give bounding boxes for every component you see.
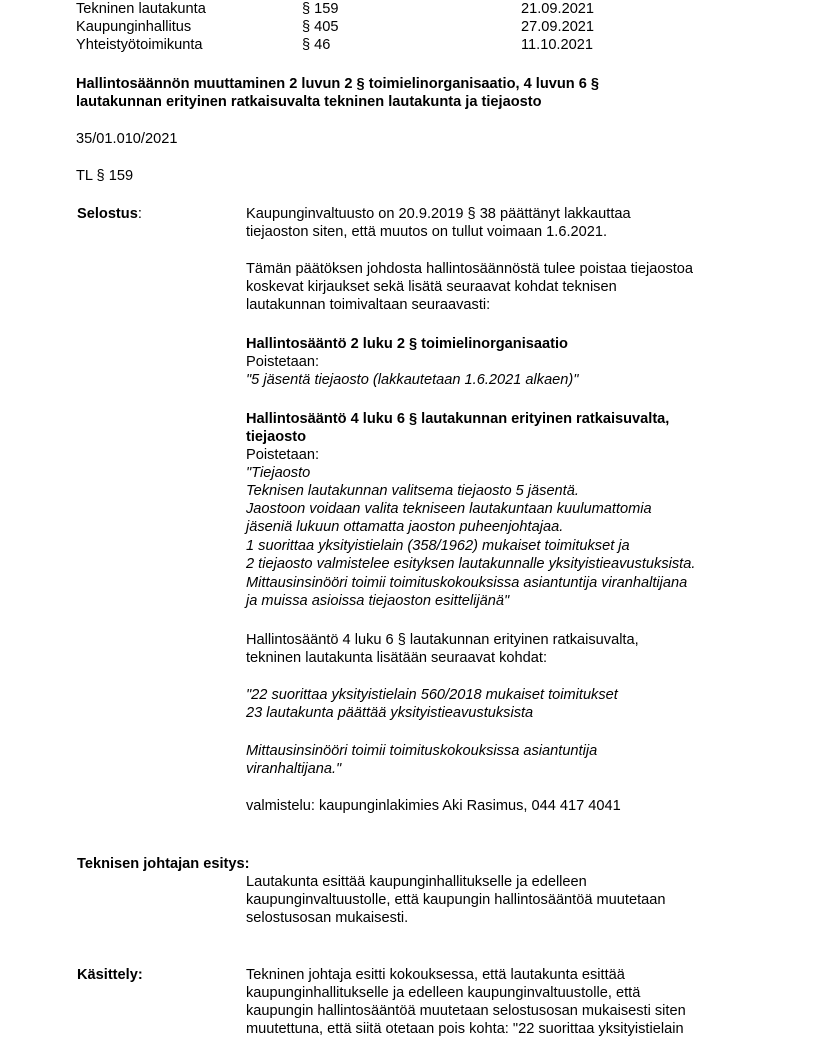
header-body-3: Yhteistyötoimikunta <box>76 37 203 53</box>
selostus-p2-line-3: lautakunnan toimivaltaan seuraavasti: <box>246 297 491 313</box>
kasittely-line-3: kaupungin hallintosääntöä muutetaan selostusosan mukaisesti siten <box>246 1003 686 1019</box>
section2-quote-line-3: Jaostoon voidaan valita tekniseen lautakuntaan kuulumattomia <box>246 501 652 517</box>
section2-quote-line-5: 1 suorittaa yksityistielain (358/1962) mukaiset toimitukset ja <box>246 538 630 554</box>
section2-heading-line-2: tiejaosto <box>246 429 307 445</box>
header-section-2: § 405 <box>302 19 339 35</box>
section1-quote: "5 jäsentä tiejaosto (lakkautetaan 1.6.2021 alkaen)" <box>246 372 579 388</box>
kasittely-line-4: muutettuna, että siitä otetaan pois kohta: "22 suorittaa yksityistielain <box>246 1021 684 1037</box>
esitys-line-1: Lautakunta esittää kaupunginhallitukselle ja edelleen <box>246 874 587 890</box>
added-items-line-1: "22 suorittaa yksityistielain 560/2018 mukaiset toimitukset <box>246 687 618 703</box>
selostus-p3-line-2: tekninen lautakunta lisätään seuraavat kohdat: <box>246 650 548 666</box>
added-items-line-2: 23 lautakunta päättää yksityistieavustuksista <box>246 705 534 721</box>
record-number: 35/01.010/2021 <box>76 131 178 147</box>
section1-removed-label: Poistetaan: <box>246 354 320 370</box>
document-title-line-2: lautakunnan erityinen ratkaisuvalta tekninen lautakunta ja tiejaosto <box>76 94 542 110</box>
header-date-1: 21.09.2021 <box>521 1 595 17</box>
added-note-line-1: Mittausinsinööri toimii toimituskokouksissa asiantuntija <box>246 743 598 759</box>
added-note-line-2: viranhaltijana." <box>246 761 342 777</box>
section2-heading-line-1: Hallintosääntö 4 luku 6 § lautakunnan erityinen ratkaisuvalta, <box>246 411 670 427</box>
section2-quote-line-6: 2 tiejaosto valmistelee esityksen lautakunnalle yksityistieavustuksista. <box>246 556 696 572</box>
header-body-2: Kaupunginhallitus <box>76 19 192 35</box>
header-body-1: Tekninen lautakunta <box>76 1 206 17</box>
kasittely-label: Käsittely: <box>77 967 143 983</box>
section2-quote-line-7: Mittausinsinööri toimii toimituskokouksissa asiantuntija viranhaltijana <box>246 575 688 591</box>
section2-quote-line-4: jäseniä lukuun ottamatta jaoston puheenjohtajaa. <box>246 519 564 535</box>
selostus-p2-line-2: koskevat kirjaukset sekä lisätä seuraavat kohdat teknisen <box>246 279 617 295</box>
kasittely-line-1: Tekninen johtaja esitti kokouksessa, että lautakunta esittää <box>246 967 625 983</box>
selostus-label: Selostus: <box>77 206 142 222</box>
section2-quote-line-2: Teknisen lautakunnan valitsema tiejaosto 5 jäsentä. <box>246 483 579 499</box>
selostus-p2-line-1: Tämän päätöksen johdosta hallintosäännöstä tulee poistaa tiejaostoa <box>246 261 694 277</box>
header-date-2: 27.09.2021 <box>521 19 595 35</box>
selostus-p3-line-1: Hallintosääntö 4 luku 6 § lautakunnan erityinen ratkaisuvalta, <box>246 632 639 648</box>
section2-removed-label: Poistetaan: <box>246 447 320 463</box>
esitys-line-3: selostusosan mukaisesti. <box>246 910 409 926</box>
header-date-3: 11.10.2021 <box>521 37 593 53</box>
kasittely-line-2: kaupunginhallitukselle ja edelleen kaupunginvaltuustolle, että <box>246 985 641 1001</box>
document-title-line-1: Hallintosäännön muuttaminen 2 luvun 2 § toimielinorganisaatio, 4 luvun 6 § <box>76 76 600 92</box>
header-section-3: § 46 <box>302 37 331 53</box>
selostus-p1-line-2: tiejaoston siten, että muutos on tullut voimaan 1.6.2021. <box>246 224 608 240</box>
esitys-label: Teknisen johtajan esitys: <box>77 856 250 872</box>
section1-heading: Hallintosääntö 2 luku 2 § toimielinorganisaatio <box>246 336 568 352</box>
selostus-p1-line-1: Kaupunginvaltuusto on 20.9.2019 § 38 päättänyt lakkauttaa <box>246 206 631 222</box>
section2-quote-line-1: "Tiejaosto <box>246 465 311 481</box>
reference: TL § 159 <box>76 168 134 184</box>
section2-quote-line-8: ja muissa asioissa tiejaoston esittelijänä" <box>246 593 510 609</box>
preparer-info: valmistelu: kaupunginlakimies Aki Rasimus, 044 417 4041 <box>246 798 621 814</box>
header-section-1: § 159 <box>302 1 339 17</box>
esitys-line-2: kaupunginvaltuustolle, että kaupungin hallintosääntöä muutetaan <box>246 892 666 908</box>
